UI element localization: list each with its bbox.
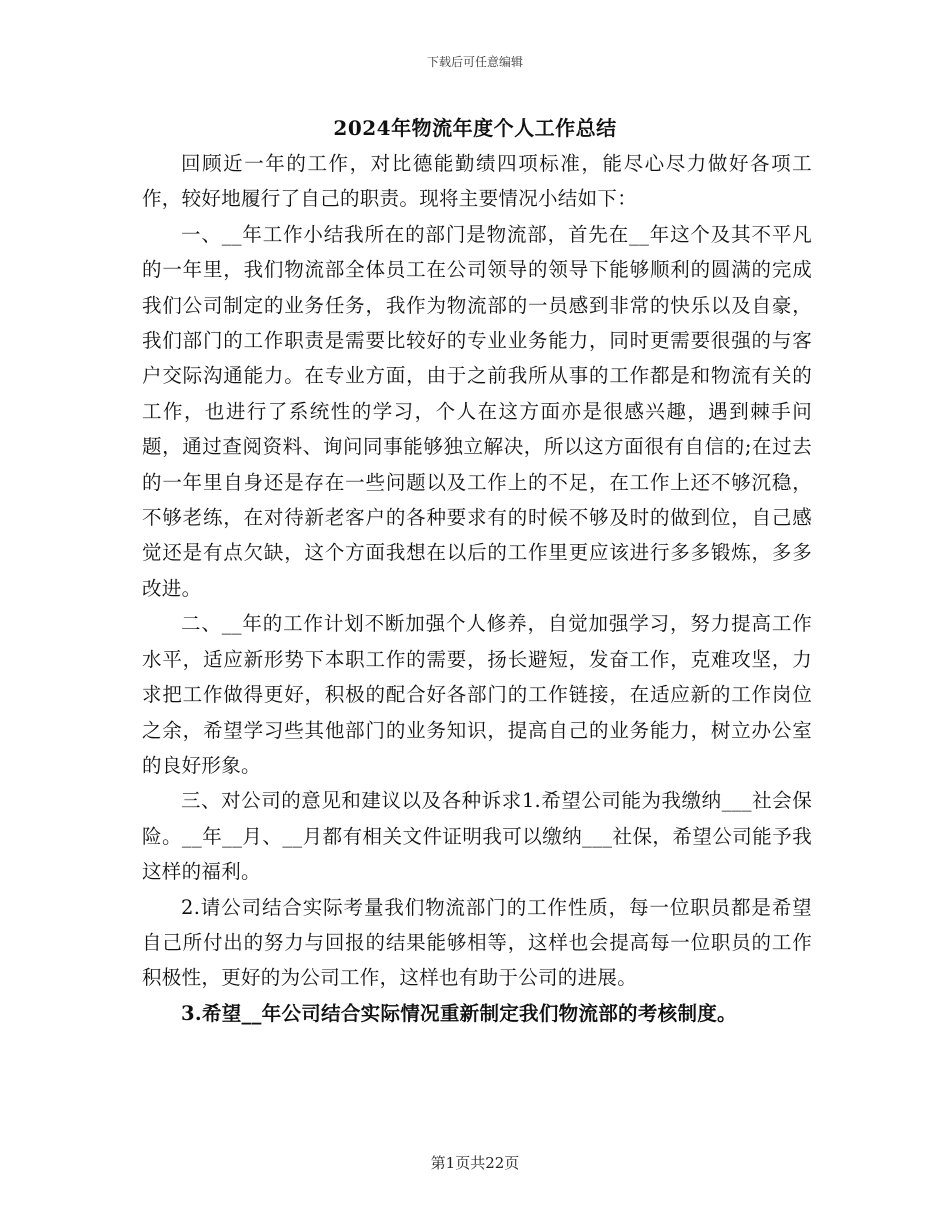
paragraph-item-3: 3.希望__年公司结合实际情况重新制定我们物流部的考核制度。 [181, 1001, 737, 1025]
document-body [142, 146, 812, 1031]
paragraph-intro: 回顾近一年的工作，对比德能勤绩四项标准，能尽心尽力做好各项工作，较好地履行了自己的职责。现将主要情况小结如下： [142, 152, 812, 211]
paragraph-item-2: 2.请公司结合实际考量我们物流部门的工作性质，每一位职员都是希望自己所付出的努力与回报的结果能够相等，这样也会提高每一位职员的工作积极性，更好的为公司工作，这样也有助于公司的进展。 [142, 895, 812, 990]
page-number: 第1页共22页 [430, 1154, 520, 1172]
paragraph-section-1: 一、__年工作小结我所在的部门是物流部，首先在__年这个及其不平凡的一年里，我们物流部全体员工在公司领导的领导下能够顺利的圆满的完成我们公司制定的业务任务，我作为物流部的一员感到非常的快乐以及自豪，我们部门的工作职责是需要比较好的专业业务能力，同时更需要很强的与客户交际沟通能力。在专业方面，由于之前我所从事的工作都是和物流有关的工作，也进行了系统性的学习，个人在这方面亦是很感兴趣，遇到棘手问题，通过查阅资料、询问同事能够独立解决，所以这方面很有自信的;在过去的一年里自身还是存在一些问题以及工作上的不足，在工作上还不够沉稳，不够老练，在对待新老客户的各种要求有的时候不够及时的做到位，自己感觉还是有点欠缺，这个方面我想在以后的工作里更应该进行多多锻炼，多多改进。 [142, 222, 812, 600]
paragraph-section-3: 三、对公司的意见和建议以及各种诉求1.希望公司能为我缴纳___社会保险。__年__月、__月都有相关文件证明我可以缴纳___社保，希望公司能予我这样的福利。 [142, 789, 812, 884]
paragraph-section-2: 二、__年的工作计划不断加强个人修养，自觉加强学习，努力提高工作水平，适应新形势下本职工作的需要，扬长避短，发奋工作，克难攻坚，力求把工作做得更好，积极的配合好各部门的工作链接，在适应新的工作岗位之余，希望学习些其他部门的业务知识，提高自己的业务能力，树立办公室的良好形象。 [142, 612, 812, 777]
page-header-note: 下载后可任意编辑 [426, 55, 523, 69]
document-title: 2024年物流年度个人工作总结 [333, 116, 617, 140]
